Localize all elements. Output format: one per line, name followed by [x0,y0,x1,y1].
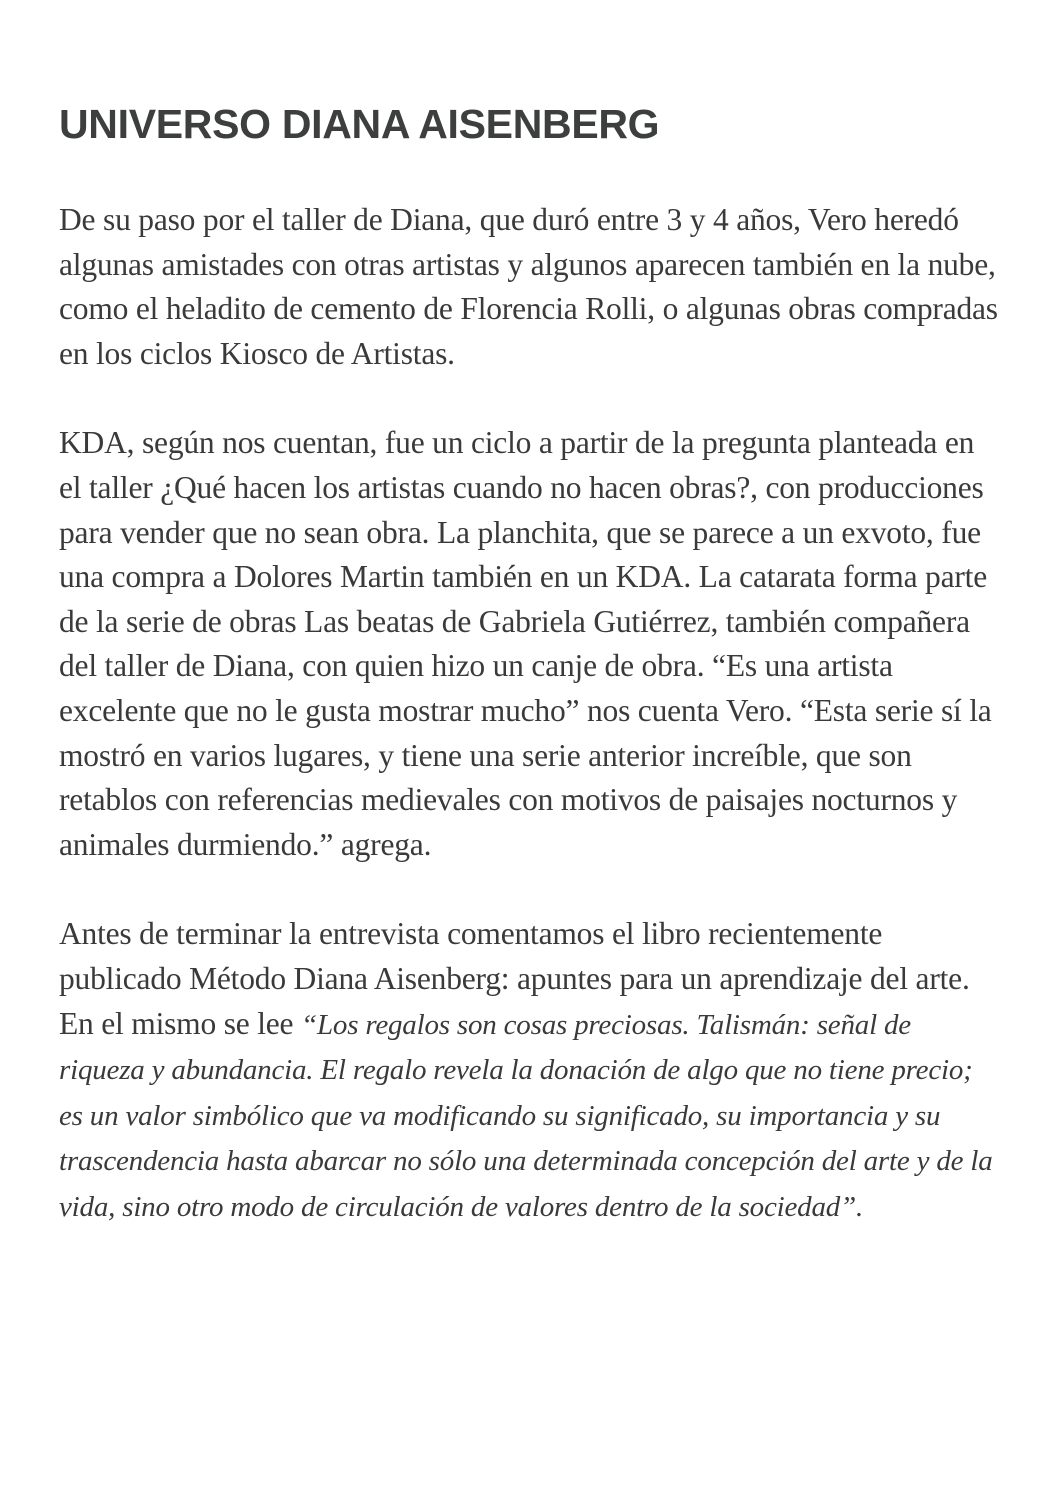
closing-lead-text: Antes de terminar la entrevista comentamos el libro recientemente publicado Método Diana Aisenberg: apuntes para un aprendizaje del arte. En el mismo se lee [59,916,970,1041]
paragraph-closing [59,912,999,1229]
book-quote: “Los regalos son cosas preciosas. Talismán: señal de riqueza y abundancia. El regalo revela la donación de algo que no tiene precio; es un valor simbólico que va modificando su significado, su importancia y su trascendencia hasta abarcar no sólo una determinada concepción del arte y de la vida, sino otro modo de circulación de valores dentro de la sociedad”. [59,1008,993,1223]
paragraph-taller: De su paso por el taller de Diana, que duró entre 3 y 4 años, Vero heredó algunas amistades con otras artistas y algunos aparecen también en la nube, como el heladito de cemento de Florencia Rolli, o algunas obras compradas en los ciclos Kiosco de Artistas. [59,202,998,371]
article [59,100,999,1229]
paragraph-kda: KDA, según nos cuentan, fue un ciclo a partir de la pregunta planteada en el taller ¿Qué hacen los artistas cuando no hacen obras?, con producciones para vender que no sean obra. La planchita, que se parece a un exvoto, fue una compra a Dolores Martin también en un KDA. La catarata forma parte de la serie de obras Las beatas de Gabriela Gutiérrez, también compañera del taller de Diana, con quien hizo un canje de obra. “Es una artista excelente que no le gusta mostrar mucho” nos cuenta Vero. “Esta serie sí la mostró en varios lugares, y tiene una serie anterior increíble, que son retablos con referencias medievales con motivos de paisajes nocturnos y animales durmiendo.” agrega. [59,425,992,862]
page-title: UNIVERSO DIANA AISENBERG [59,101,660,147]
